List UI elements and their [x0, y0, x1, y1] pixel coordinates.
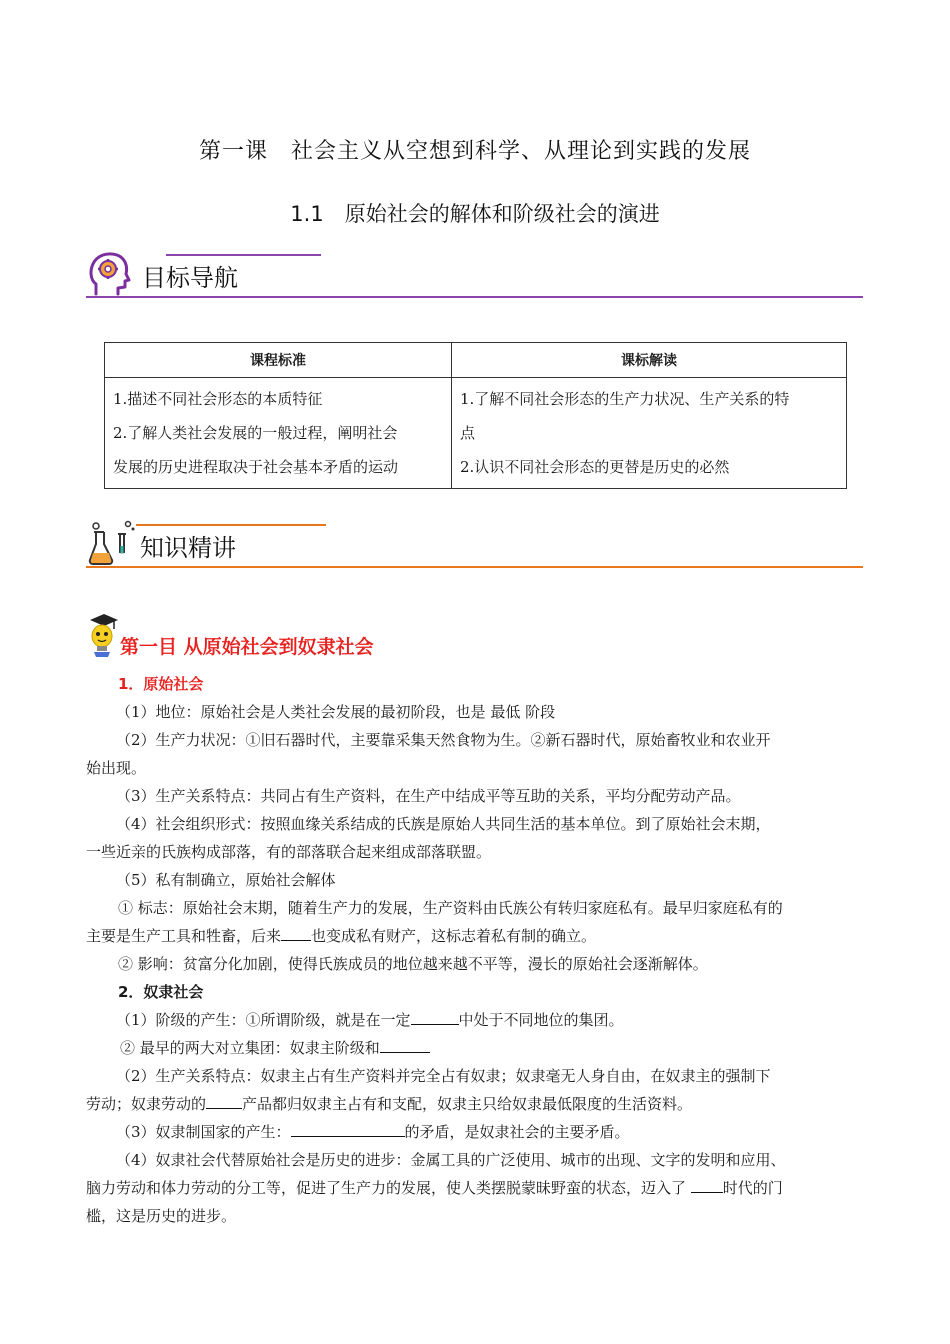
subsection-heading	[86, 612, 486, 662]
content-line	[86, 1034, 866, 1062]
content-line: 一些近亲的氏族构成部落，有的部落联合起来组成部落联盟。	[86, 843, 492, 861]
text-segment: 主要是生产工具和牲畜，后来	[86, 927, 282, 945]
content-line: （4）社会组织形式：按照血缘关系结成的氏族是原始人共同生活的基本单位。到了原始社会末期，	[116, 815, 771, 833]
section-goal-navigation	[86, 250, 863, 298]
section-divider	[86, 296, 863, 298]
table-header: 课标解读	[452, 343, 847, 378]
subsection-title: 第一目 从原始社会到奴隶社会	[120, 636, 374, 658]
fill-blank[interactable]	[281, 924, 311, 941]
section-divider	[86, 566, 863, 568]
content-line	[86, 1090, 866, 1118]
head-gear-icon	[88, 250, 132, 300]
cell-line: 2.了解人类社会发展的一般过程，阐明社会	[113, 424, 398, 442]
heading-primitive-society: 1．原始社会	[118, 675, 204, 693]
text-segment: 的矛盾，是奴隶社会的主要矛盾。	[404, 1123, 630, 1141]
section-top-rule	[136, 524, 326, 526]
section-subtitle: 1.1 原始社会的解体和阶级社会的演进	[290, 202, 660, 226]
text-segment: （1）阶级的产生：①所谓阶级，就是在一定	[116, 1011, 411, 1029]
section-knowledge	[86, 520, 863, 568]
cell-line: 2.认识不同社会形态的更替是历史的必然	[460, 458, 730, 476]
content-line: 始出现。	[86, 759, 147, 777]
content-line: （2）生产力状况：①旧石器时代，主要靠采集天然食物为生。②新石器时代，原始畜牧业和农业开	[116, 731, 771, 749]
content-line	[86, 922, 866, 950]
text-segment: 脑力劳动和体力劳动的分工等，促进了生产力的发展，使人类摆脱蒙昧野蛮的状态，迈入了	[86, 1179, 691, 1197]
fill-blank[interactable]	[380, 1036, 430, 1053]
text-segment: 产品都归奴隶主占有和支配，奴隶主只给奴隶最低限度的生活资料。	[242, 1095, 693, 1113]
text-segment: 劳动；奴隶劳动的	[86, 1095, 207, 1113]
content-line	[86, 1174, 866, 1202]
content-line: 槛，这是历史的进步。	[86, 1207, 237, 1225]
lesson-title: 第一课 社会主义从空想到科学、从理论到实践的发展	[198, 139, 751, 164]
graduate-bulb-icon	[86, 612, 122, 662]
cell-line: 点	[460, 424, 476, 442]
text-segment: （3）奴隶制国家的产生：	[116, 1123, 291, 1141]
cell-line: 发展的历史进程取决于社会基本矛盾的运动	[113, 458, 399, 476]
heading-slave-society: 2．奴隶社会	[118, 983, 204, 1001]
text-segment: 中处于不同地位的集团。	[458, 1011, 624, 1029]
content-line: （2）生产关系特点：奴隶主占有生产资料并完全占有奴隶；奴隶毫无人身自由，在奴隶主的强制下	[116, 1067, 771, 1085]
section-label: 知识精讲	[140, 534, 236, 562]
content-line: （4）奴隶社会代替原始社会是历史的进步：金属工具的广泛使用、城市的出现、文字的发明和应用、	[116, 1151, 786, 1169]
table-cell-standard	[105, 378, 452, 489]
section-label: 目标导航	[142, 264, 238, 292]
fill-blank[interactable]	[411, 1008, 459, 1025]
content-line	[86, 1118, 866, 1146]
curriculum-table	[104, 342, 847, 489]
content-line: ② 影响：贫富分化加剧，使得氏族成员的地位越来越不平等，漫长的原始社会逐渐解体。	[118, 955, 708, 973]
fill-blank[interactable]	[206, 1092, 242, 1109]
fill-blank[interactable]	[691, 1176, 723, 1193]
fill-blank[interactable]	[291, 1120, 405, 1137]
table-cell-interpretation	[452, 378, 847, 489]
lab-flask-icon	[88, 520, 136, 570]
table-header: 课程标准	[105, 343, 452, 378]
text-segment: 也变成私有财产，这标志着私有制的确立。	[311, 927, 597, 945]
content-line: ① 标志：原始社会末期，随着生产力的发展，生产资料由氏族公有转归家庭私有。最早归家庭私有的	[118, 899, 783, 917]
content-line: （1）地位：原始社会是人类社会发展的最初阶段，也是 最低 阶段	[116, 703, 556, 721]
content-line: （3）生产关系特点：共同占有生产资料，在生产中结成平等互助的关系，平均分配劳动产品。	[116, 787, 741, 805]
content-line: （5）私有制确立，原始社会解体	[116, 871, 336, 889]
section-top-rule	[166, 254, 321, 256]
cell-line: 1.了解不同社会形态的生产力状况、生产关系的特	[460, 390, 790, 408]
lesson-content	[86, 670, 866, 1230]
table-header-row	[105, 343, 847, 378]
cell-line: 1.描述不同社会形态的本质特征	[113, 390, 323, 408]
text-segment: ② 最早的两大对立集团：奴隶主阶级和	[120, 1039, 380, 1057]
table-row	[105, 378, 847, 489]
content-line	[86, 1006, 866, 1034]
text-segment: 时代的门	[722, 1179, 783, 1197]
